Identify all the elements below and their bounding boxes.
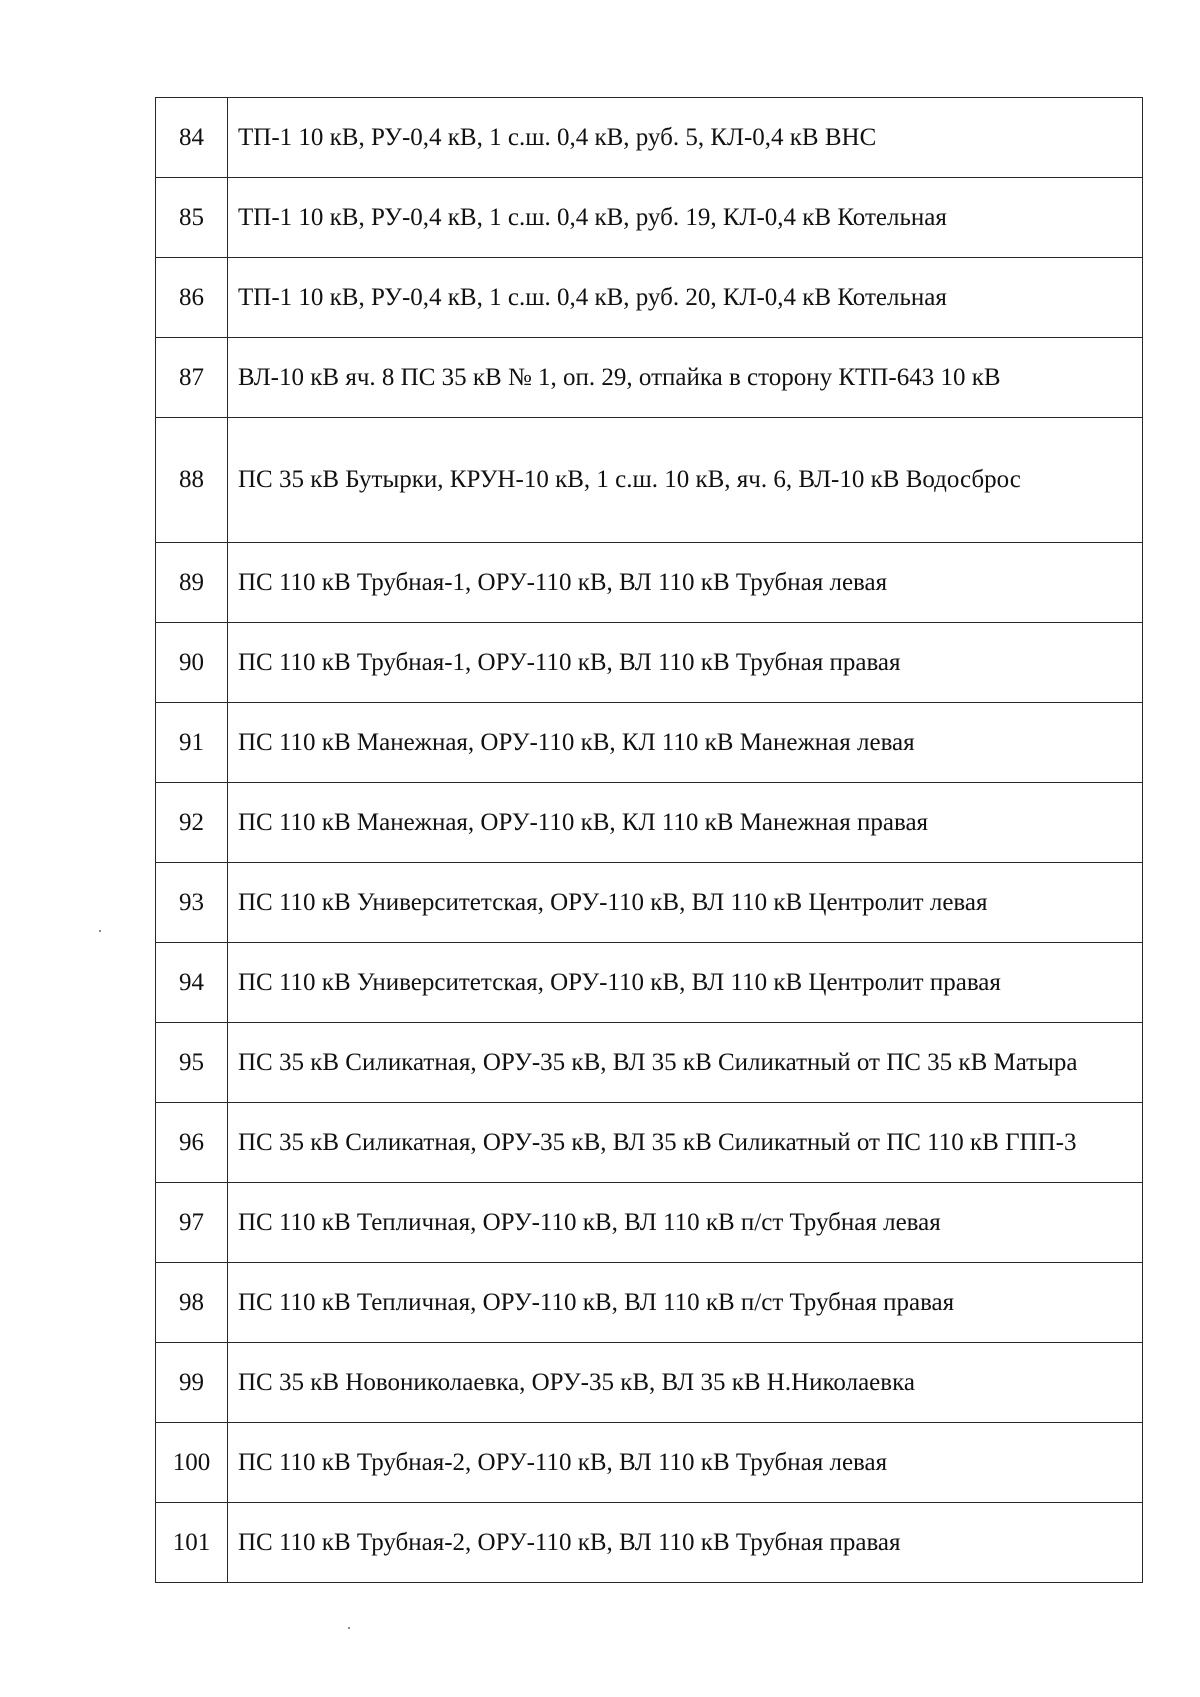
- row-description: ПС 35 кВ Силикатная, ОРУ-35 кВ, ВЛ 35 кВ Силикатный от ПС 35 кВ Матыра: [228, 1023, 1143, 1103]
- table-row: [156, 623, 1143, 703]
- table-row: [156, 178, 1143, 258]
- row-description: ПС 110 кВ Трубная-2, ОРУ-110 кВ, ВЛ 110 кВ Трубная правая: [228, 1503, 1143, 1583]
- row-description: ТП-1 10 кВ, РУ-0,4 кВ, 1 с.ш. 0,4 кВ, руб. 20, КЛ-0,4 кВ Котельная: [228, 258, 1143, 338]
- row-number: 91: [156, 703, 228, 783]
- row-number: 98: [156, 1263, 228, 1343]
- row-description: ПС 110 кВ Трубная-1, ОРУ-110 кВ, ВЛ 110 кВ Трубная левая: [228, 543, 1143, 623]
- row-number: 88: [156, 418, 228, 543]
- row-description: ПС 110 кВ Тепличная, ОРУ-110 кВ, ВЛ 110 кВ п/ст Трубная правая: [228, 1263, 1143, 1343]
- table-row: [156, 863, 1143, 943]
- row-description: ПС 35 кВ Силикатная, ОРУ-35 кВ, ВЛ 35 кВ Силикатный от ПС 110 кВ ГПП-3: [228, 1103, 1143, 1183]
- row-description: ПС 110 кВ Манежная, ОРУ-110 кВ, КЛ 110 кВ Манежная правая: [228, 783, 1143, 863]
- row-number: 85: [156, 178, 228, 258]
- row-description: ТП-1 10 кВ, РУ-0,4 кВ, 1 с.ш. 0,4 кВ, руб. 5, КЛ-0,4 кВ ВНС: [228, 98, 1143, 178]
- row-description: ПС 110 кВ Трубная-2, ОРУ-110 кВ, ВЛ 110 кВ Трубная левая: [228, 1423, 1143, 1503]
- table-row: [156, 1343, 1143, 1423]
- table-row: [156, 1263, 1143, 1343]
- row-number: 95: [156, 1023, 228, 1103]
- table-row: [156, 418, 1143, 543]
- row-number: 96: [156, 1103, 228, 1183]
- table-row: [156, 258, 1143, 338]
- table-row: [156, 943, 1143, 1023]
- table-row: [156, 1503, 1143, 1583]
- scan-speck: [99, 930, 101, 932]
- scan-speck: [348, 1627, 350, 1629]
- table-row: [156, 1103, 1143, 1183]
- table-row: [156, 783, 1143, 863]
- row-number: 90: [156, 623, 228, 703]
- row-number: 100: [156, 1423, 228, 1503]
- table-row: [156, 98, 1143, 178]
- row-description: ПС 110 кВ Манежная, ОРУ-110 кВ, КЛ 110 кВ Манежная левая: [228, 703, 1143, 783]
- row-number: 97: [156, 1183, 228, 1263]
- substation-table: [155, 97, 1143, 1583]
- row-number: 84: [156, 98, 228, 178]
- row-number: 101: [156, 1503, 228, 1583]
- row-description: ПС 110 кВ Университетская, ОРУ-110 кВ, ВЛ 110 кВ Центролит левая: [228, 863, 1143, 943]
- row-description: ПС 35 кВ Бутырки, КРУН-10 кВ, 1 с.ш. 10 кВ, яч. 6, ВЛ-10 кВ Водосброс: [228, 418, 1143, 543]
- row-number: 89: [156, 543, 228, 623]
- row-description: ПС 35 кВ Новониколаевка, ОРУ-35 кВ, ВЛ 35 кВ Н.Николаевка: [228, 1343, 1143, 1423]
- row-number: 87: [156, 338, 228, 418]
- table-row: [156, 543, 1143, 623]
- row-description: ПС 110 кВ Трубная-1, ОРУ-110 кВ, ВЛ 110 кВ Трубная правая: [228, 623, 1143, 703]
- table-row: [156, 1023, 1143, 1103]
- row-description: ТП-1 10 кВ, РУ-0,4 кВ, 1 с.ш. 0,4 кВ, руб. 19, КЛ-0,4 кВ Котельная: [228, 178, 1143, 258]
- row-number: 94: [156, 943, 228, 1023]
- table-row: [156, 703, 1143, 783]
- row-description: ПС 110 кВ Тепличная, ОРУ-110 кВ, ВЛ 110 кВ п/ст Трубная левая: [228, 1183, 1143, 1263]
- table-row: [156, 338, 1143, 418]
- table-row: [156, 1183, 1143, 1263]
- row-number: 99: [156, 1343, 228, 1423]
- row-number: 86: [156, 258, 228, 338]
- row-description: ПС 110 кВ Университетская, ОРУ-110 кВ, ВЛ 110 кВ Центролит правая: [228, 943, 1143, 1023]
- table-row: [156, 1423, 1143, 1503]
- row-description: ВЛ-10 кВ яч. 8 ПС 35 кВ № 1, оп. 29, отпайка в сторону КТП-643 10 кВ: [228, 338, 1143, 418]
- row-number: 92: [156, 783, 228, 863]
- row-number: 93: [156, 863, 228, 943]
